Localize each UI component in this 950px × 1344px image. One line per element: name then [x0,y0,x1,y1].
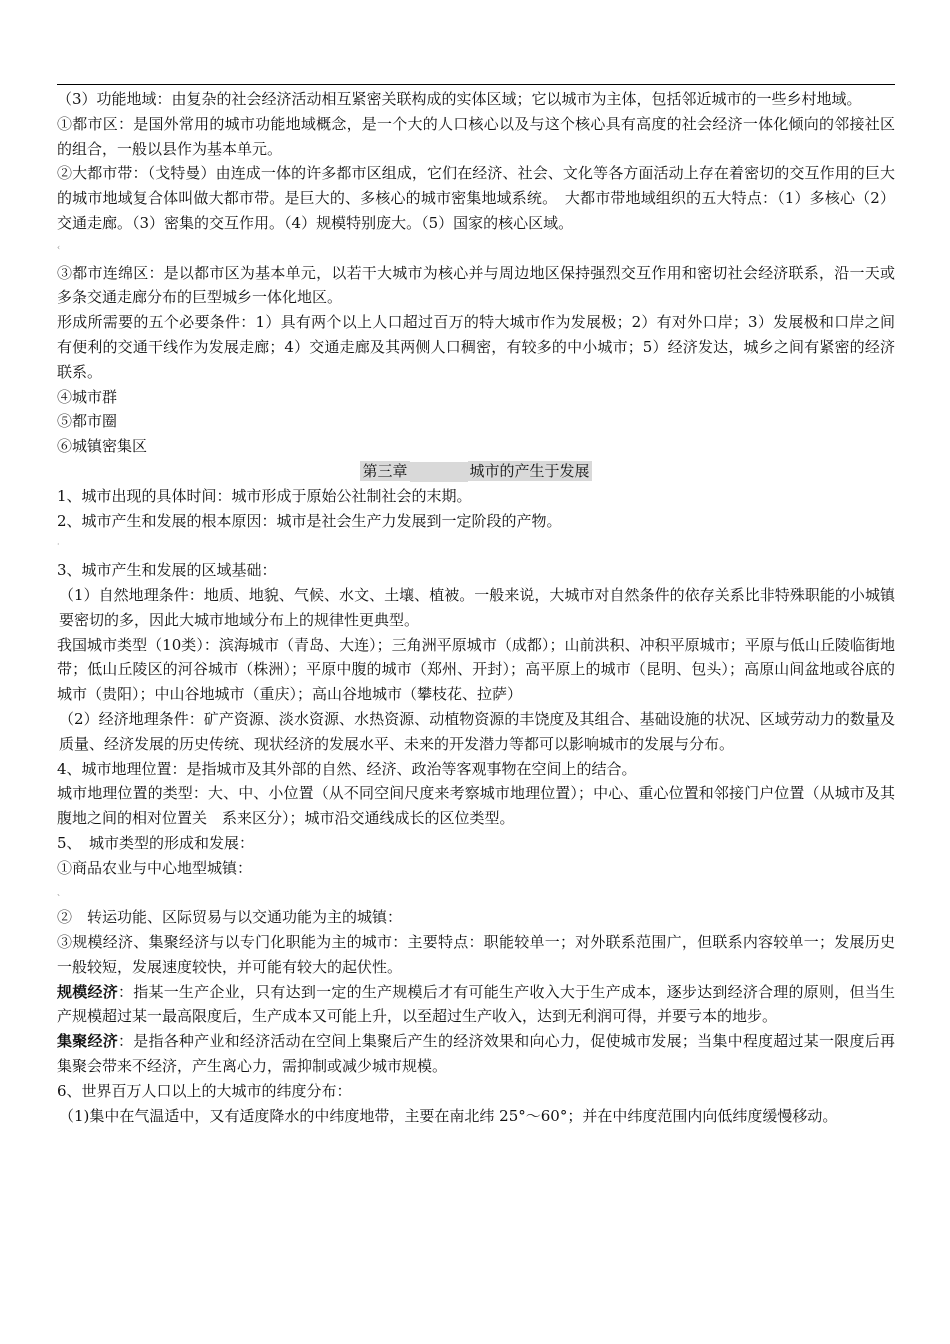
paragraph-city-types: 我国城市类型（10类）：滨海城市（青岛、大连）；三角洲平原城市（成都）；山前洪积、冲积平原城市；平原与低山丘陵临街地带；低山丘陵区的河谷城市（株洲）；平原中腹的城市（郑州、开封）；高平原上的城市（昆明、包头）；高原山间盆地或谷底的城市（贵阳）；中山谷地城市（重庆）；高山谷地城市（攀枝花、拉萨） [57,635,895,704]
term-economies-of-scale: 规模经济 [57,982,118,1001]
definition-agglomeration-economies: ：是指各种产业和经济活动在空间上集聚后产生的经济效果和向心力，促使城市发展；当集中程度超过某一限度后再集聚会带来不经济，产生离心力，需抑制或减少城市规模。 [57,1032,895,1076]
chapter-title: 城市的产生于发展 [469,461,590,480]
paragraph-metropolitan-area: ①都市区：是国外常用的城市功能地域概念，是一个大的人口核心以及与这个核心具有高度的社会经济一体化倾向的邻接社区的组合，一般以县作为基本单元。 [57,114,895,158]
list-item-specialized-city: ③规模经济、集聚经济与以专门化职能为主的城市：主要特点：职能较单一；对外联系范围广，但联系内容较单一；发展历史一般较短，发展速度较快，并可能有较大的起伏性。 [57,933,895,976]
paragraph-city-root-cause: 2、城市产生和发展的根本原因：城市是社会生产力发展到一定阶段的产物。 [57,511,562,530]
paragraph-economic-conditions: （2）经济地理条件：矿产资源、淡水资源、水热资源、动植物资源的丰饶度及其组合、基础设施的状况、区域劳动力的数量及质量、经济发展的历史传统、现状经济的发展水平、未来的开发潜力等都可以影响城市的发展与分布。 [59,709,895,753]
paragraph-megalopolis: ②大都市带：（戈特曼）由连成一体的许多都市区组成，它们在经济、社会、文化等各方面活动上存在着密切的交互作用的巨大的城市地域复合体叫做大都市带。是巨大的、多核心的城市密集地域系统。 大都市带地域组织的五大特点：（1）多核心（2）交通走廊。（3）密集的交互作用。（4）规模特别庞大。（5）国家的核心区域。 [57,164,895,232]
list-item-urban-agglomeration: ④城市群 [57,387,118,406]
paragraph-city-type-formation: 5、 城市类型的形成和发展： [57,833,255,852]
document-page [57,84,895,1128]
list-item-transport-town: ② 转运功能、区际贸易与以交通功能为主的城镇： [57,908,403,927]
list-item-central-place-town: ①商品农业与中心地型城镇： [57,858,253,877]
chapter-heading [57,459,895,484]
paragraph-location-types: 城市地理位置的类型：大、中、小位置（从不同空间尺度来考察城市地理位置）；中心、重心位置和邻接门户位置（从城市及其腹地之间的相对位置关 系来区分）；城市沿交通线成长的区位类型。 [57,784,895,828]
paragraph-regional-basis: 3、城市产生和发展的区域基础： [57,561,277,580]
paragraph-functional-region: （3）功能地域：由复杂的社会经济活动相互紧密关联构成的实体区域；它以城市为主体，包括邻近城市的一些乡村地域。 [57,90,862,108]
chapter-number: 第三章 [362,461,408,480]
paragraph-mid-latitude: （1)集中在气温适中，又有适度降水的中纬度地带，主要在南北纬 25°～60°；并在中纬度范围内向低纬度缓慢移动。 [59,1106,838,1125]
paragraph-latitude-distribution: 6、世界百万人口以上的大城市的纬度分布： [57,1081,352,1100]
paragraph-agglomeration-economies [57,1029,895,1079]
stray-mark: · [57,540,60,550]
list-item-metropolitan-circle: ⑤都市圈 [57,412,118,431]
chapter-heading-gap [410,462,468,482]
stray-mark: 、 [57,887,65,897]
term-agglomeration-economies: 集聚经济 [57,1032,118,1051]
paragraph-geographic-location: 4、城市地理位置：是指城市及其外部的自然、经济、政治等客观事物在空间上的结合。 [57,759,637,778]
paragraph-five-conditions: 形成所需要的五个必要条件：1）具有两个以上人口超过百万的特大城市作为发展极；2）有对外口岸；3）发展极和口岸之间有便利的交通干线作为发展走廊；4）交通走廊及其两侧人口稠密，有较多的中小城市；5）经济发达，城乡之间有紧密的经济联系。 [57,313,895,381]
paragraph-city-origin-time: 1、城市出现的具体时间：城市形成于原始公社制社会的末期。 [57,486,472,505]
paragraph-natural-conditions: （1）自然地理条件：地质、地貌、气候、水文、土壤、植被。一般来说，大城市对自然条件的依存关系比非特殊职能的小城镇要密切的多，因此大城市地域分布上的规律性更典型。 [59,585,895,629]
definition-economies-of-scale: ：指某一生产企业，只有达到一定的生产规模后才有可能生产收入大于生产成本，逐步达到经济合理的原则，但当生产规模超过某一最高限度后，生产成本又可能上升，以至超过生产收入，达到无利润可得，并要亏本的地步。 [57,982,895,1026]
list-item-dense-town-area: ⑥城镇密集区 [57,437,148,456]
paragraph-economies-of-scale [57,980,895,1030]
paragraph-metropolitan-interlocking-region: ③都市连绵区：是以都市区为基本单元，以若干大城市为核心并与周边地区保持强烈交互作用和密切社会经济联系，沿一天或多条交通走廊分布的巨型城乡一体化地区。 [57,263,895,307]
stray-mark: ‹ [57,242,61,252]
